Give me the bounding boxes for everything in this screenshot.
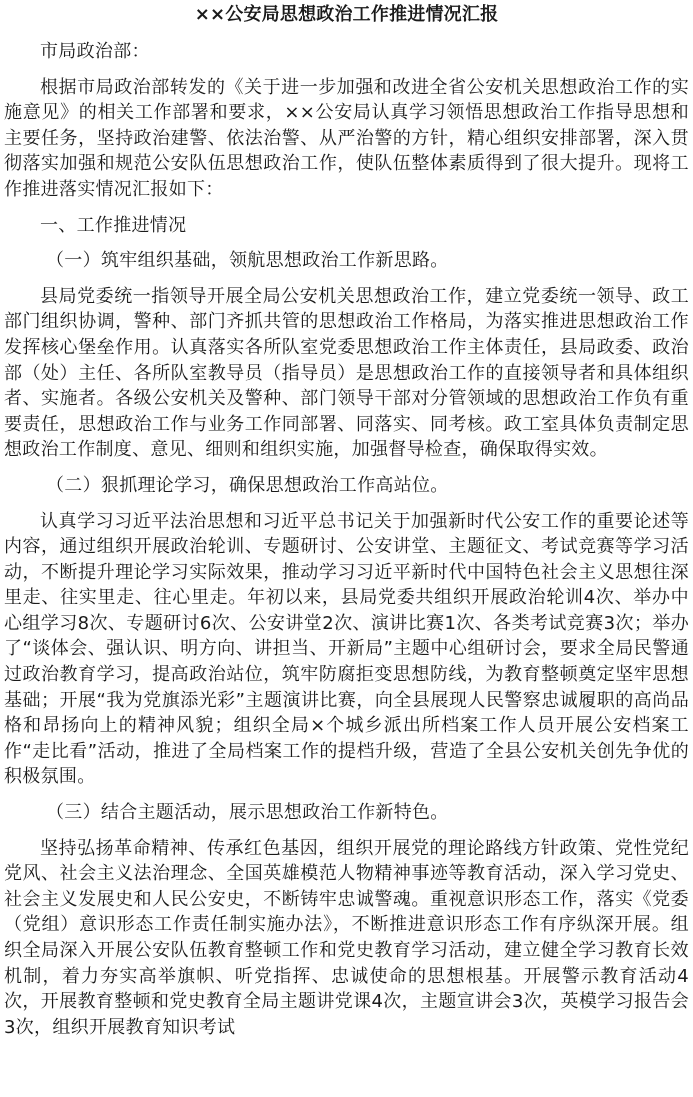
subsection-heading-3: （三）结合主题活动，展示思想政治工作新特色。	[46, 802, 449, 824]
salutation: 市局政治部：	[40, 41, 150, 62]
subsection-body-2: 认真学习习近平法治思想和习近平总书记关于加强新时代公安工作的重要论述等内容，通过组织开展政治轮训、专题研讨、公安讲堂、主题征文、考试竞赛等学习活动，不断提升理论学习实际效果，推动学习习近平新时代中国特色社会主义思想往深里走、往实里走、往心里走。年初以来，县局党委共组织开展政治轮训4次、举办中心组学习8次、专题研讨6次、公安讲堂2次、演讲比赛1次、各类考试竞赛3次；举办了“谈体会、强认识、明方向、讲担当、开新局”主题中心组研讨会，要求全局民警通过政治教育学习，提高政治站位，筑牢防腐拒变思想防线，为教育整顿奠定坚牢思想基础；开展“我为党旗添光彩”主题演讲比赛，向全县展现人民警察忠诚履职的高尚品格和昂扬向上的精神风貌；组织全局×个城乡派出所档案工作人员开展公安档案工作“走比看”活动，推进了全局档案工作的提档升级，营造了全县公安机关创先争优的积极氛围。	[4, 510, 689, 788]
subsection-heading-1: （一）筑牢组织基础，领航思想政治工作新思路。	[46, 250, 449, 272]
subsection-heading-2: （二）狠抓理论学习，确保思想政治工作高站位。	[46, 474, 449, 496]
subsection-body-1: 县局党委统一指领导开展全局公安机关思想政治工作，建立党委统一领导、政工部门组织协调，警种、部门齐抓共管的思想政治工作格局，为落实推进思想政治工作发挥核心堡垒作用。认真落实各所队室党委思想政治工作主体责任，县局政委、政治部（处）主任、各所队室教导员（指导员）是思想政治工作的直接领导者和具体组织者、实施者。各级公安机关及警种、部门领导干部对分管领域的思想政治工作负有重要责任，思想政治工作与业务工作同部署、同落实、同考核。政工室具体负责制定思想政治工作制度、意见、细则和组织实施，加强督导检查，确保取得实效。	[4, 285, 689, 461]
intro-paragraph: 根据市局政治部转发的《关于进一步加强和改进全省公安机关思想政治工作的实施意见》的相关工作部署和要求，××公安局认真学习领悟思想政治工作指导思想和主要任务，坚持政治建警、依法治警、从严治警的方针，精心组织安排部署，深入贯彻落实加强和规范公安队伍思想政治工作，使队伍整体素质得到了很大提升。现将工作推进落实情况汇报如下：	[4, 76, 689, 200]
document-title: ××公安局思想政治工作推进情况汇报	[194, 4, 499, 25]
subsection-body-3: 坚持弘扬革命精神、传承红色基因，组织开展党的理论路线方针政策、党性党纪党风、社会主义法治理念、全国英雄模范人物精神事迹等教育活动，深入学习党史、社会主义发展史和人民公安史，不断铸牢忠诚警魂。重视意识形态工作，落实《党委（党组）意识形态工作责任制实施办法》，不断推进意识形态工作有序纵深开展。组织全局深入开展公安队伍教育整顿工作和党史教育学习活动，建立健全学习教育长效机制，着力夯实高举旗帜、听党指挥、忠诚使命的思想根基。开展警示教育活动4次，开展教育整顿和党史教育全局主题讲党课4次，主题宣讲会3次，英模学习报告会3次，组织开展教育知识考试	[4, 837, 689, 1038]
section-heading-1: 一、工作推进情况	[40, 214, 187, 236]
